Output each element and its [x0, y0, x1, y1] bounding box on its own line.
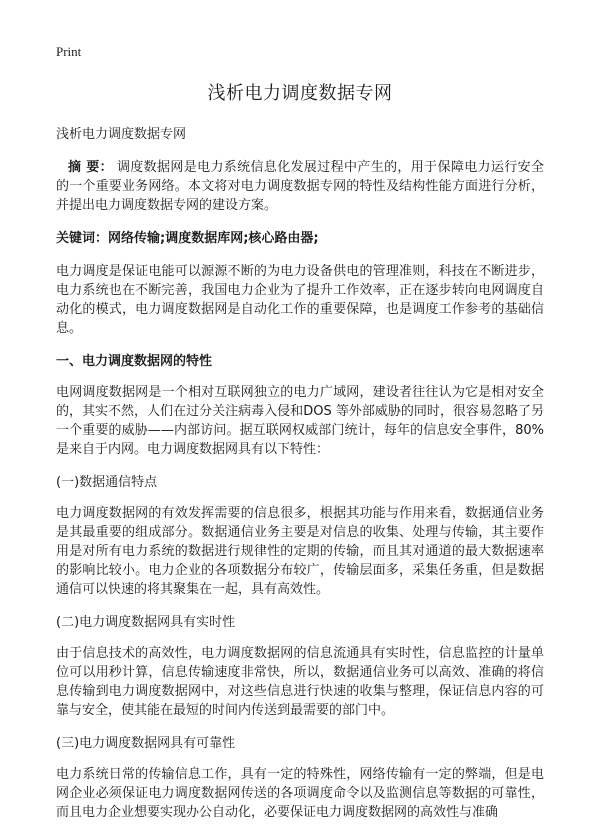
article-title: 浅析电力调度数据专网 — [207, 83, 393, 104]
abstract-paragraph — [56, 158, 544, 215]
subsection-paragraph: 电力调度数据网的有效发挥需要的信息很多，根据其功能与作用来看，数据通信业务是其最重要的组成部分。数据通信业务主要是对信息的收集、处理与传输，其主要作用是对所有电力系统的数据进行规律性的定期的传输，而且其对通道的最大数据速率的影响比较小。电力企业的各项数据分布较广，传输层面多，采集任务重，但是数据通信可以快速的将其聚集在一起，具有高效性。 — [56, 506, 544, 597]
section-paragraph: 电网调度数据网是一个相对互联网独立的电力广域网，建设者往往认为它是相对安全的，其实不然，人们在过分关注病毒入侵和DOS 等外部威胁的同时，很容易忽略了另一个重要的威胁——内部访问。据互联网权威部门统计，每年的信息安全事件，80%是来自于内网。电力调度数据网具有以下特性： — [56, 385, 544, 457]
abstract-text: 调度数据网是电力系统信息化发展过程中产生的，用于保障电力运行安全的一个重要业务网络。本文将对电力调度数据专网的特性及结构性能方面进行分析，并提出电力调度数据专网的建设方案。 — [56, 160, 544, 213]
section-heading: 一、电力调度数据网的特性 — [56, 354, 213, 369]
subsection-heading: (三)电力调度数据网具有可靠性 — [56, 736, 236, 751]
print-link[interactable]: Print — [56, 44, 82, 59]
abstract-label: 摘 要： — [68, 160, 113, 175]
keywords-line: 关键词：网络传输;调度数据库网;核心路由器; — [56, 231, 319, 246]
subsection-heading: (一)数据通信特点 — [56, 475, 158, 490]
intro-paragraph: 电力调度是保证电能可以源源不断的为电力设备供电的管理准则，科技在不断进步，电力系统也在不断完善，我国电力企业为了提升工作效率，正在逐步转向电网调度自动化的模式，电力调度数据网是自动化工作的重要保障，也是调度工作参考的基础信息。 — [56, 264, 544, 336]
article-subtitle: 浅析电力调度数据专网 — [56, 127, 187, 142]
subsection-paragraph: 电力系统日常的传输信息工作，具有一定的特殊性，网络传输有一定的弊端，但是电网企业必须保证电力调度数据网传送的各项调度命令以及监测信息等数据的可靠性，而且电力企业想要实现办公自动化，必要保证电力调度数据网的高效性与准确 — [56, 767, 544, 820]
subsection-paragraph: 由于信息技术的高效性，电力调度数据网的信息流通具有实时性，信息监控的计量单位可以用秒计算，信息传输速度非常快，所以，数据通信业务可以高效、准确的将信息传输到电力调度数据网中，对这些信息进行快速的收集与整理，保证信息内容的可靠与安全，使其能在最短的时间内传送到最需要的部门中。 — [56, 646, 544, 718]
subsection-heading: (二)电力调度数据网具有实时性 — [56, 615, 236, 630]
